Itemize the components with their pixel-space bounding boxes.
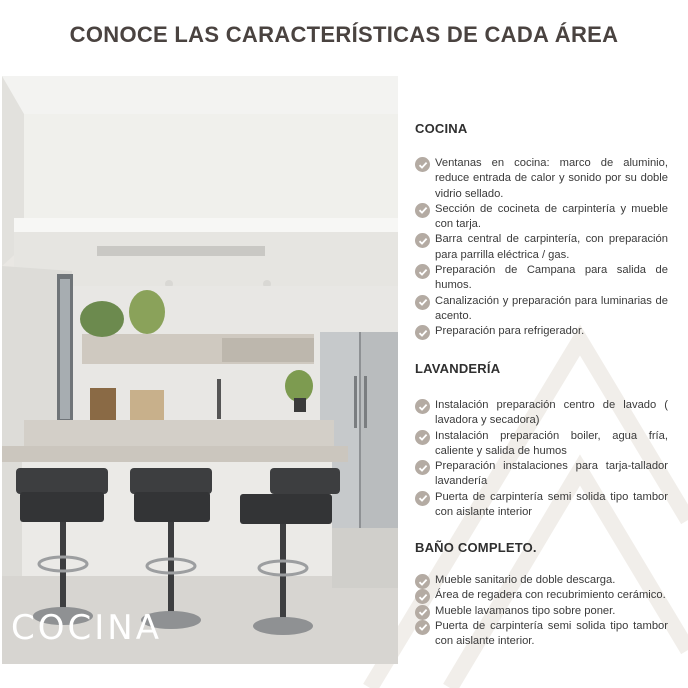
list-item: Preparación para refrigerador. [415,324,668,339]
list-item: Sección de cocineta de carpintería y mueble con tarja. [415,202,668,233]
check-circle-icon [415,264,430,279]
check-circle-icon [415,620,430,635]
section-title-bano: BAÑO COMPLETO. [415,540,537,555]
cocina-list [415,156,668,340]
lavanderia-list [415,398,668,520]
check-circle-icon [415,295,430,310]
check-circle-icon [415,399,430,414]
section-title-lavanderia: LAVANDERÍA [415,361,501,376]
check-circle-icon [415,460,430,475]
page-title: CONOCE LAS CARACTERÍSTICAS DE CADA ÁREA [69,22,619,47]
list-item: Preparación de Campana para salida de humos. [415,263,668,294]
check-circle-icon [415,325,430,340]
list-item: Mueble sanitario de doble descarga. [415,573,668,588]
list-item: Área de regadera con recubrimiento cerámico. [415,588,668,603]
list-item: Barra central de carpintería, con preparación para parrilla eléctrica / gas. [415,232,668,263]
check-circle-icon [415,589,430,604]
kitchen-photo [2,76,398,664]
check-circle-icon [415,430,430,445]
list-item: Puerta de carpintería semi solida tipo tambor con aislante interior [415,490,668,521]
list-item: Instalación preparación centro de lavado ( lavadora y secadora) [415,398,668,429]
check-circle-icon [415,574,430,589]
list-item: Canalización y preparación para luminarias de acento. [415,294,668,325]
photo-caption: COCINA [11,608,162,648]
list-item: Puerta de carpintería semi solida tipo tambor con aislante interior. [415,619,668,650]
check-circle-icon [415,605,430,620]
section-title-cocina: COCINA [415,121,468,136]
check-circle-icon [415,491,430,506]
check-circle-icon [415,157,430,172]
check-circle-icon [415,233,430,248]
check-circle-icon [415,203,430,218]
list-item: Preparación instalaciones para tarja-tallador lavandería [415,459,668,490]
bano-list [415,573,668,649]
list-item: Instalación preparación boiler, agua fría, caliente y salida de humos [415,429,668,460]
list-item: Ventanas en cocina: marco de aluminio, reduce entrada de calor y sonido por su doble vidrio sellado. [415,156,668,202]
list-item: Mueble lavamanos tipo sobre poner. [415,604,668,619]
